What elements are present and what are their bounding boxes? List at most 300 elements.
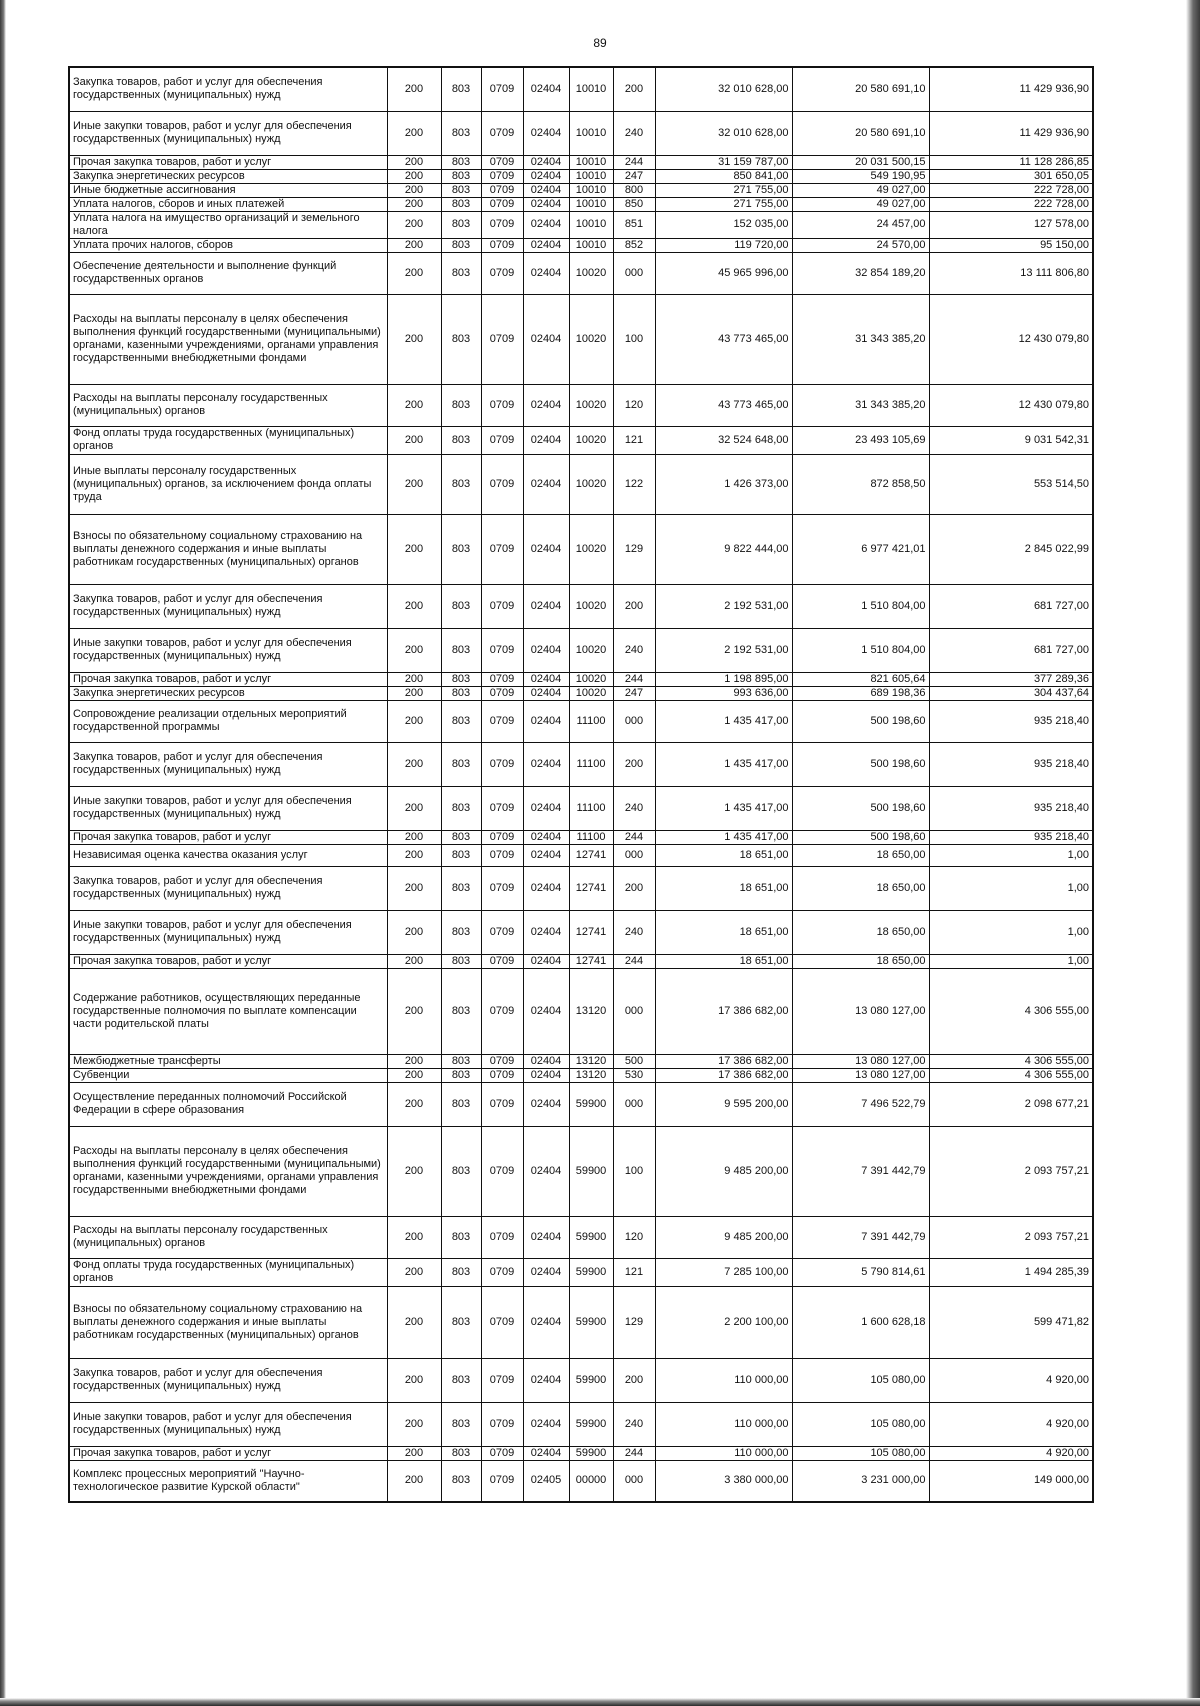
table-row: [69, 866, 1093, 910]
amount-cell-a2: 1 510 804,00: [792, 628, 929, 672]
code-cell-c2: 803: [441, 238, 481, 252]
amount-cell-a1: 17 386 682,00: [655, 1068, 792, 1082]
code-cell-c3: 0709: [481, 844, 523, 866]
table-row: [69, 672, 1093, 686]
row-name-cell: Иные выплаты персоналу государственных (муниципальных) органов, за исключением фонда оплаты труда: [69, 454, 387, 514]
amount-cell-a1: 2 192 531,00: [655, 628, 792, 672]
code-cell-c3: 0709: [481, 1402, 523, 1446]
code-cell-c6: 240: [613, 910, 655, 954]
code-cell-c1: 200: [387, 111, 441, 155]
code-cell-c4: 02404: [523, 384, 569, 426]
amount-cell-a1: 18 651,00: [655, 954, 792, 968]
code-cell-c3: 0709: [481, 742, 523, 786]
code-cell-c4: 02404: [523, 67, 569, 111]
table-row: [69, 1054, 1093, 1068]
code-cell-c6: 129: [613, 514, 655, 584]
code-cell-c6: 121: [613, 426, 655, 454]
code-cell-c1: 200: [387, 1286, 441, 1358]
table-row: [69, 169, 1093, 183]
code-cell-c4: 02404: [523, 294, 569, 384]
amount-cell-a3: 935 218,40: [929, 742, 1093, 786]
code-cell-c6: 244: [613, 954, 655, 968]
row-name-cell: Расходы на выплаты персоналу государственных (муниципальных) органов: [69, 384, 387, 426]
row-name-cell: Взносы по обязательному социальному страхованию на выплаты денежного содержания и иные выплаты работникам государственных (муниципальных) органов: [69, 514, 387, 584]
table-row: [69, 1068, 1093, 1082]
row-name-cell: Прочая закупка товаров, работ и услуг: [69, 155, 387, 169]
amount-cell-a1: 43 773 465,00: [655, 384, 792, 426]
code-cell-c5: 10010: [569, 211, 613, 238]
code-cell-c6: 240: [613, 1402, 655, 1446]
code-cell-c2: 803: [441, 1460, 481, 1502]
amount-cell-a3: 4 306 555,00: [929, 1068, 1093, 1082]
table-row: [69, 628, 1093, 672]
amount-cell-a2: 13 080 127,00: [792, 968, 929, 1054]
amount-cell-a3: 149 000,00: [929, 1460, 1093, 1502]
code-cell-c6: 122: [613, 454, 655, 514]
code-cell-c6: 120: [613, 1216, 655, 1258]
code-cell-c1: 200: [387, 686, 441, 700]
amount-cell-a3: 1,00: [929, 866, 1093, 910]
code-cell-c3: 0709: [481, 514, 523, 584]
row-name-cell: Иные бюджетные ассигнования: [69, 183, 387, 197]
code-cell-c3: 0709: [481, 1286, 523, 1358]
code-cell-c3: 0709: [481, 454, 523, 514]
amount-cell-a3: 599 471,82: [929, 1286, 1093, 1358]
code-cell-c2: 803: [441, 628, 481, 672]
amount-cell-a1: 850 841,00: [655, 169, 792, 183]
amount-cell-a3: 935 218,40: [929, 830, 1093, 844]
code-cell-c5: 59900: [569, 1286, 613, 1358]
code-cell-c4: 02404: [523, 742, 569, 786]
code-cell-c5: 10010: [569, 197, 613, 211]
code-cell-c4: 02404: [523, 1068, 569, 1082]
row-name-cell: Расходы на выплаты персоналу государственных (муниципальных) органов: [69, 1216, 387, 1258]
code-cell-c2: 803: [441, 672, 481, 686]
code-cell-c1: 200: [387, 786, 441, 830]
code-cell-c5: 59900: [569, 1082, 613, 1126]
code-cell-c2: 803: [441, 910, 481, 954]
code-cell-c2: 803: [441, 1358, 481, 1402]
table-row: [69, 686, 1093, 700]
table-row: [69, 252, 1093, 294]
amount-cell-a3: 935 218,40: [929, 700, 1093, 742]
code-cell-c2: 803: [441, 384, 481, 426]
code-cell-c1: 200: [387, 1082, 441, 1126]
code-cell-c4: 02404: [523, 954, 569, 968]
amount-cell-a2: 18 650,00: [792, 866, 929, 910]
amount-cell-a1: 1 435 417,00: [655, 700, 792, 742]
amount-cell-a1: 2 200 100,00: [655, 1286, 792, 1358]
amount-cell-a3: 1,00: [929, 844, 1093, 866]
code-cell-c2: 803: [441, 211, 481, 238]
amount-cell-a1: 43 773 465,00: [655, 294, 792, 384]
amount-cell-a3: 2 093 757,21: [929, 1216, 1093, 1258]
amount-cell-a1: 9 595 200,00: [655, 1082, 792, 1126]
code-cell-c1: 200: [387, 197, 441, 211]
code-cell-c5: 10020: [569, 294, 613, 384]
row-name-cell: Закупка товаров, работ и услуг для обеспечения государственных (муниципальных) нужд: [69, 866, 387, 910]
table-row: [69, 584, 1093, 628]
row-name-cell: Иные закупки товаров, работ и услуг для обеспечения государственных (муниципальных) нужд: [69, 1402, 387, 1446]
code-cell-c6: 530: [613, 1068, 655, 1082]
amount-cell-a2: 3 231 000,00: [792, 1460, 929, 1502]
code-cell-c5: 13120: [569, 1054, 613, 1068]
table-row: [69, 426, 1093, 454]
amount-cell-a1: 1 198 895,00: [655, 672, 792, 686]
table-body: [69, 67, 1093, 1502]
amount-cell-a3: 11 128 286,85: [929, 155, 1093, 169]
code-cell-c4: 02404: [523, 426, 569, 454]
amount-cell-a3: 95 150,00: [929, 238, 1093, 252]
code-cell-c4: 02404: [523, 1216, 569, 1258]
code-cell-c4: 02404: [523, 968, 569, 1054]
amount-cell-a2: 31 343 385,20: [792, 294, 929, 384]
amount-cell-a3: 222 728,00: [929, 183, 1093, 197]
amount-cell-a2: 500 198,60: [792, 830, 929, 844]
code-cell-c3: 0709: [481, 67, 523, 111]
code-cell-c2: 803: [441, 294, 481, 384]
code-cell-c6: 100: [613, 294, 655, 384]
code-cell-c2: 803: [441, 155, 481, 169]
row-name-cell: Фонд оплаты труда государственных (муниципальных) органов: [69, 1258, 387, 1286]
code-cell-c1: 200: [387, 384, 441, 426]
row-name-cell: Независимая оценка качества оказания услуг: [69, 844, 387, 866]
row-name-cell: Уплата налогов, сборов и иных платежей: [69, 197, 387, 211]
amount-cell-a1: 2 192 531,00: [655, 584, 792, 628]
row-name-cell: Закупка товаров, работ и услуг для обеспечения государственных (муниципальных) нужд: [69, 742, 387, 786]
amount-cell-a3: 935 218,40: [929, 786, 1093, 830]
amount-cell-a1: 1 435 417,00: [655, 786, 792, 830]
code-cell-c3: 0709: [481, 155, 523, 169]
table-row: [69, 742, 1093, 786]
amount-cell-a2: 5 790 814,61: [792, 1258, 929, 1286]
amount-cell-a2: 1 600 628,18: [792, 1286, 929, 1358]
code-cell-c5: 11100: [569, 742, 613, 786]
code-cell-c5: 11100: [569, 830, 613, 844]
row-name-cell: Субвенции: [69, 1068, 387, 1082]
code-cell-c5: 10020: [569, 628, 613, 672]
code-cell-c4: 02404: [523, 786, 569, 830]
amount-cell-a3: 2 093 757,21: [929, 1126, 1093, 1216]
code-cell-c6: 200: [613, 584, 655, 628]
code-cell-c6: 000: [613, 844, 655, 866]
code-cell-c4: 02404: [523, 197, 569, 211]
amount-cell-a1: 152 035,00: [655, 211, 792, 238]
code-cell-c1: 200: [387, 866, 441, 910]
code-cell-c2: 803: [441, 111, 481, 155]
row-name-cell: Иные закупки товаров, работ и услуг для обеспечения государственных (муниципальных) нужд: [69, 111, 387, 155]
code-cell-c3: 0709: [481, 111, 523, 155]
code-cell-c5: 59900: [569, 1258, 613, 1286]
code-cell-c1: 200: [387, 1068, 441, 1082]
code-cell-c6: 000: [613, 252, 655, 294]
code-cell-c4: 02404: [523, 111, 569, 155]
code-cell-c4: 02404: [523, 211, 569, 238]
code-cell-c1: 200: [387, 169, 441, 183]
code-cell-c4: 02404: [523, 844, 569, 866]
code-cell-c3: 0709: [481, 700, 523, 742]
code-cell-c6: 240: [613, 111, 655, 155]
amount-cell-a1: 271 755,00: [655, 197, 792, 211]
code-cell-c2: 803: [441, 700, 481, 742]
amount-cell-a3: 2 098 677,21: [929, 1082, 1093, 1126]
amount-cell-a2: 24 457,00: [792, 211, 929, 238]
table-row: [69, 700, 1093, 742]
scan-edge-bottom: [0, 1698, 1200, 1706]
code-cell-c3: 0709: [481, 910, 523, 954]
code-cell-c5: 10020: [569, 686, 613, 700]
amount-cell-a3: 301 650,05: [929, 169, 1093, 183]
code-cell-c3: 0709: [481, 1460, 523, 1502]
code-cell-c5: 10020: [569, 252, 613, 294]
code-cell-c4: 02404: [523, 910, 569, 954]
code-cell-c6: 500: [613, 1054, 655, 1068]
code-cell-c6: 244: [613, 830, 655, 844]
table-row: [69, 1286, 1093, 1358]
code-cell-c4: 02404: [523, 1258, 569, 1286]
amount-cell-a2: 105 080,00: [792, 1402, 929, 1446]
code-cell-c6: 244: [613, 1446, 655, 1460]
amount-cell-a1: 32 524 648,00: [655, 426, 792, 454]
row-name-cell: Закупка энергетических ресурсов: [69, 169, 387, 183]
code-cell-c2: 803: [441, 183, 481, 197]
code-cell-c2: 803: [441, 1286, 481, 1358]
code-cell-c3: 0709: [481, 1216, 523, 1258]
code-cell-c5: 10010: [569, 183, 613, 197]
code-cell-c1: 200: [387, 584, 441, 628]
code-cell-c6: 852: [613, 238, 655, 252]
code-cell-c1: 200: [387, 252, 441, 294]
amount-cell-a2: 23 493 105,69: [792, 426, 929, 454]
amount-cell-a1: 271 755,00: [655, 183, 792, 197]
amount-cell-a3: 4 920,00: [929, 1446, 1093, 1460]
amount-cell-a1: 110 000,00: [655, 1358, 792, 1402]
amount-cell-a1: 119 720,00: [655, 238, 792, 252]
table-row: [69, 197, 1093, 211]
code-cell-c2: 803: [441, 686, 481, 700]
code-cell-c2: 803: [441, 584, 481, 628]
code-cell-c4: 02404: [523, 1446, 569, 1460]
table-row: [69, 1358, 1093, 1402]
code-cell-c1: 200: [387, 155, 441, 169]
row-name-cell: Уплата прочих налогов, сборов: [69, 238, 387, 252]
code-cell-c6: 200: [613, 866, 655, 910]
amount-cell-a1: 993 636,00: [655, 686, 792, 700]
row-name-cell: Прочая закупка товаров, работ и услуг: [69, 954, 387, 968]
code-cell-c5: 59900: [569, 1402, 613, 1446]
code-cell-c3: 0709: [481, 211, 523, 238]
code-cell-c5: 11100: [569, 786, 613, 830]
code-cell-c5: 10010: [569, 155, 613, 169]
code-cell-c1: 200: [387, 830, 441, 844]
amount-cell-a2: 7 391 442,79: [792, 1126, 929, 1216]
code-cell-c1: 200: [387, 700, 441, 742]
row-name-cell: Комплекс процессных мероприятий "Научно-технологическое развитие Курской области": [69, 1460, 387, 1502]
code-cell-c1: 200: [387, 954, 441, 968]
code-cell-c6: 121: [613, 1258, 655, 1286]
table-row: [69, 1258, 1093, 1286]
code-cell-c2: 803: [441, 830, 481, 844]
row-name-cell: Закупка товаров, работ и услуг для обеспечения государственных (муниципальных) нужд: [69, 584, 387, 628]
code-cell-c5: 10010: [569, 111, 613, 155]
amount-cell-a2: 49 027,00: [792, 197, 929, 211]
code-cell-c2: 803: [441, 1068, 481, 1082]
code-cell-c1: 200: [387, 454, 441, 514]
code-cell-c4: 02404: [523, 584, 569, 628]
table-row: [69, 211, 1093, 238]
code-cell-c2: 803: [441, 454, 481, 514]
code-cell-c4: 02404: [523, 238, 569, 252]
amount-cell-a1: 110 000,00: [655, 1402, 792, 1446]
row-name-cell: Сопровождение реализации отдельных мероприятий государственной программы: [69, 700, 387, 742]
code-cell-c1: 200: [387, 1446, 441, 1460]
row-name-cell: Закупка товаров, работ и услуг для обеспечения государственных (муниципальных) нужд: [69, 1358, 387, 1402]
amount-cell-a1: 9 822 444,00: [655, 514, 792, 584]
amount-cell-a1: 18 651,00: [655, 910, 792, 954]
code-cell-c6: 240: [613, 628, 655, 672]
amount-cell-a1: 17 386 682,00: [655, 1054, 792, 1068]
code-cell-c1: 200: [387, 514, 441, 584]
code-cell-c5: 59900: [569, 1216, 613, 1258]
code-cell-c3: 0709: [481, 252, 523, 294]
amount-cell-a3: 4 920,00: [929, 1358, 1093, 1402]
code-cell-c6: 129: [613, 1286, 655, 1358]
code-cell-c5: 12741: [569, 866, 613, 910]
table-row: [69, 514, 1093, 584]
table-row: [69, 844, 1093, 866]
amount-cell-a1: 31 159 787,00: [655, 155, 792, 169]
row-name-cell: Расходы на выплаты персоналу в целях обеспечения выполнения функций государственными (муниципальными) органами, казенными учреждениями, органами управления государственными внебюджетными фондами: [69, 1126, 387, 1216]
code-cell-c2: 803: [441, 252, 481, 294]
amount-cell-a1: 9 485 200,00: [655, 1126, 792, 1216]
amount-cell-a3: 681 727,00: [929, 628, 1093, 672]
amount-cell-a3: 681 727,00: [929, 584, 1093, 628]
table-row: [69, 1402, 1093, 1446]
amount-cell-a1: 7 285 100,00: [655, 1258, 792, 1286]
code-cell-c3: 0709: [481, 786, 523, 830]
code-cell-c6: 244: [613, 155, 655, 169]
code-cell-c2: 803: [441, 197, 481, 211]
code-cell-c1: 200: [387, 910, 441, 954]
amount-cell-a2: 105 080,00: [792, 1358, 929, 1402]
code-cell-c6: 120: [613, 384, 655, 426]
code-cell-c2: 803: [441, 844, 481, 866]
table-row: [69, 968, 1093, 1054]
code-cell-c3: 0709: [481, 238, 523, 252]
code-cell-c3: 0709: [481, 294, 523, 384]
code-cell-c2: 803: [441, 1126, 481, 1216]
code-cell-c3: 0709: [481, 1446, 523, 1460]
code-cell-c3: 0709: [481, 1054, 523, 1068]
code-cell-c3: 0709: [481, 1126, 523, 1216]
amount-cell-a2: 49 027,00: [792, 183, 929, 197]
code-cell-c2: 803: [441, 1258, 481, 1286]
code-cell-c3: 0709: [481, 426, 523, 454]
row-name-cell: Закупка энергетических ресурсов: [69, 686, 387, 700]
row-name-cell: Закупка товаров, работ и услуг для обеспечения государственных (муниципальных) нужд: [69, 67, 387, 111]
amount-cell-a3: 377 289,36: [929, 672, 1093, 686]
amount-cell-a2: 32 854 189,20: [792, 252, 929, 294]
code-cell-c5: 59900: [569, 1446, 613, 1460]
row-name-cell: Межбюджетные трансферты: [69, 1054, 387, 1068]
table-row: [69, 384, 1093, 426]
code-cell-c2: 803: [441, 426, 481, 454]
code-cell-c2: 803: [441, 786, 481, 830]
amount-cell-a1: 1 435 417,00: [655, 742, 792, 786]
table-row: [69, 454, 1093, 514]
code-cell-c1: 200: [387, 238, 441, 252]
amount-cell-a3: 127 578,00: [929, 211, 1093, 238]
row-name-cell: Расходы на выплаты персоналу в целях обеспечения выполнения функций государственными (муниципальными) органами, казенными учреждениями, органами управления государственными внебюджетными фондами: [69, 294, 387, 384]
code-cell-c3: 0709: [481, 830, 523, 844]
code-cell-c4: 02404: [523, 700, 569, 742]
amount-cell-a2: 7 391 442,79: [792, 1216, 929, 1258]
table-row: [69, 67, 1093, 111]
code-cell-c3: 0709: [481, 1082, 523, 1126]
code-cell-c4: 02405: [523, 1460, 569, 1502]
row-name-cell: Осуществление переданных полномочий Российской Федерации в сфере образования: [69, 1082, 387, 1126]
code-cell-c4: 02404: [523, 454, 569, 514]
code-cell-c4: 02404: [523, 1054, 569, 1068]
budget-table: [68, 66, 1094, 1503]
code-cell-c6: 240: [613, 786, 655, 830]
table-row: [69, 1082, 1093, 1126]
code-cell-c5: 10010: [569, 169, 613, 183]
code-cell-c2: 803: [441, 866, 481, 910]
code-cell-c4: 02404: [523, 686, 569, 700]
code-cell-c2: 803: [441, 968, 481, 1054]
code-cell-c6: 200: [613, 1358, 655, 1402]
table-row: [69, 111, 1093, 155]
table-row: [69, 954, 1093, 968]
code-cell-c5: 59900: [569, 1358, 613, 1402]
code-cell-c1: 200: [387, 628, 441, 672]
amount-cell-a2: 13 080 127,00: [792, 1068, 929, 1082]
table-row: [69, 183, 1093, 197]
code-cell-c4: 02404: [523, 1082, 569, 1126]
scan-edge-right: [1186, 0, 1200, 1706]
code-cell-c6: 200: [613, 67, 655, 111]
code-cell-c3: 0709: [481, 1358, 523, 1402]
row-name-cell: Взносы по обязательному социальному страхованию на выплаты денежного содержания и иные выплаты работникам государственных (муниципальных) органов: [69, 1286, 387, 1358]
code-cell-c5: 13120: [569, 1068, 613, 1082]
amount-cell-a2: 821 605,64: [792, 672, 929, 686]
row-name-cell: Прочая закупка товаров, работ и услуг: [69, 672, 387, 686]
amount-cell-a2: 105 080,00: [792, 1446, 929, 1460]
row-name-cell: Иные закупки товаров, работ и услуг для обеспечения государственных (муниципальных) нужд: [69, 628, 387, 672]
row-name-cell: Обеспечение деятельности и выполнение функций государственных органов: [69, 252, 387, 294]
code-cell-c5: 10020: [569, 514, 613, 584]
code-cell-c4: 02404: [523, 1286, 569, 1358]
amount-cell-a3: 553 514,50: [929, 454, 1093, 514]
amount-cell-a3: 1 494 285,39: [929, 1258, 1093, 1286]
code-cell-c4: 02404: [523, 672, 569, 686]
amount-cell-a1: 3 380 000,00: [655, 1460, 792, 1502]
code-cell-c2: 803: [441, 1446, 481, 1460]
code-cell-c1: 200: [387, 1054, 441, 1068]
code-cell-c5: 10020: [569, 454, 613, 514]
code-cell-c1: 200: [387, 1216, 441, 1258]
code-cell-c5: 10020: [569, 384, 613, 426]
code-cell-c1: 200: [387, 294, 441, 384]
code-cell-c1: 200: [387, 1258, 441, 1286]
code-cell-c1: 200: [387, 67, 441, 111]
code-cell-c6: 244: [613, 672, 655, 686]
table-row: [69, 238, 1093, 252]
code-cell-c1: 200: [387, 426, 441, 454]
code-cell-c5: 59900: [569, 1126, 613, 1216]
code-cell-c3: 0709: [481, 1068, 523, 1082]
